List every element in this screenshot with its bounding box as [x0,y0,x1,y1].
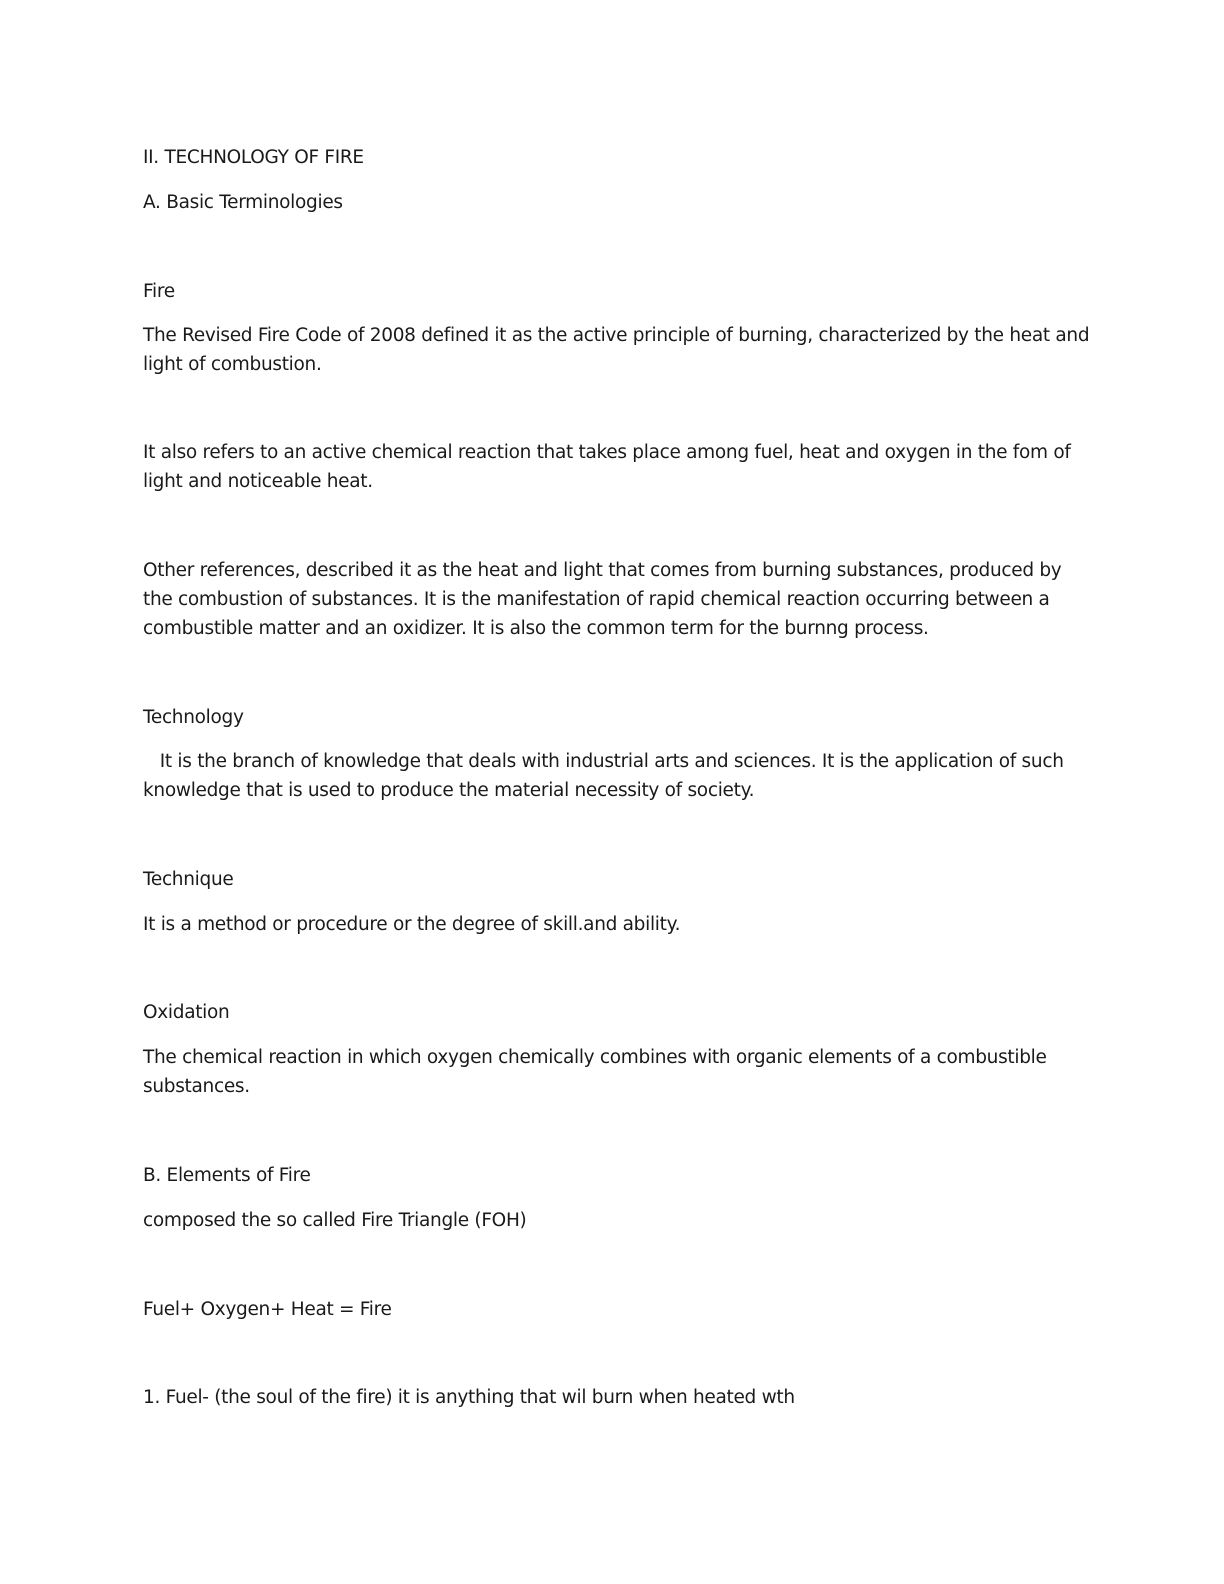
term-fire: Fire [143,281,175,302]
fire-definition-3-line-3: combustible matter and an oxidizer. It is also the common term for the burnng process. [143,618,929,639]
fire-definition-2-line-2: light and noticeable heat. [143,471,373,492]
fire-definition-2-line-1: It also refers to an active chemical reaction that takes place among fuel, heat and oxygen in the fom of [143,442,1071,463]
subsection-heading-elements-of-fire: B. Elements of Fire [143,1165,311,1186]
section-title: II. TECHNOLOGY OF FIRE [143,147,364,168]
term-technology: Technology [143,707,244,728]
oxidation-definition-line-2: substances. [143,1076,250,1097]
fire-definition-1-line-2: light of combustion. [143,354,322,375]
fire-definition-3-line-2: the combustion of substances. It is the manifestation of rapid chemical reaction occurring between a [143,589,1050,610]
elements-intro: composed the so called Fire Triangle (FOH) [143,1210,527,1231]
fire-formula: Fuel+ Oxygen+ Heat = Fire [143,1299,392,1320]
term-oxidation: Oxidation [143,1002,230,1023]
technique-definition: It is a method or procedure or the degree of skill.and ability. [143,914,681,935]
subsection-heading-basic-terminologies: A. Basic Terminologies [143,192,343,213]
term-technique: Technique [143,869,234,890]
technology-definition-line-1: It is the branch of knowledge that deals with industrial arts and sciences. It is the application of such [143,751,1064,772]
technology-definition-line-2: knowledge that is used to produce the material necessity of society. [143,780,755,801]
fire-definition-3-line-1: Other references, described it as the heat and light that comes from burning substances, produced by [143,560,1062,581]
fire-definition-1-line-1: The Revised Fire Code of 2008 defined it as the active principle of burning, characterized by the heat and [143,325,1090,346]
element-item-fuel: 1. Fuel- (the soul of the fire) it is anything that wil burn when heated wth [143,1387,795,1408]
oxidation-definition-line-1: The chemical reaction in which oxygen chemically combines with organic elements of a combustible [143,1047,1047,1068]
